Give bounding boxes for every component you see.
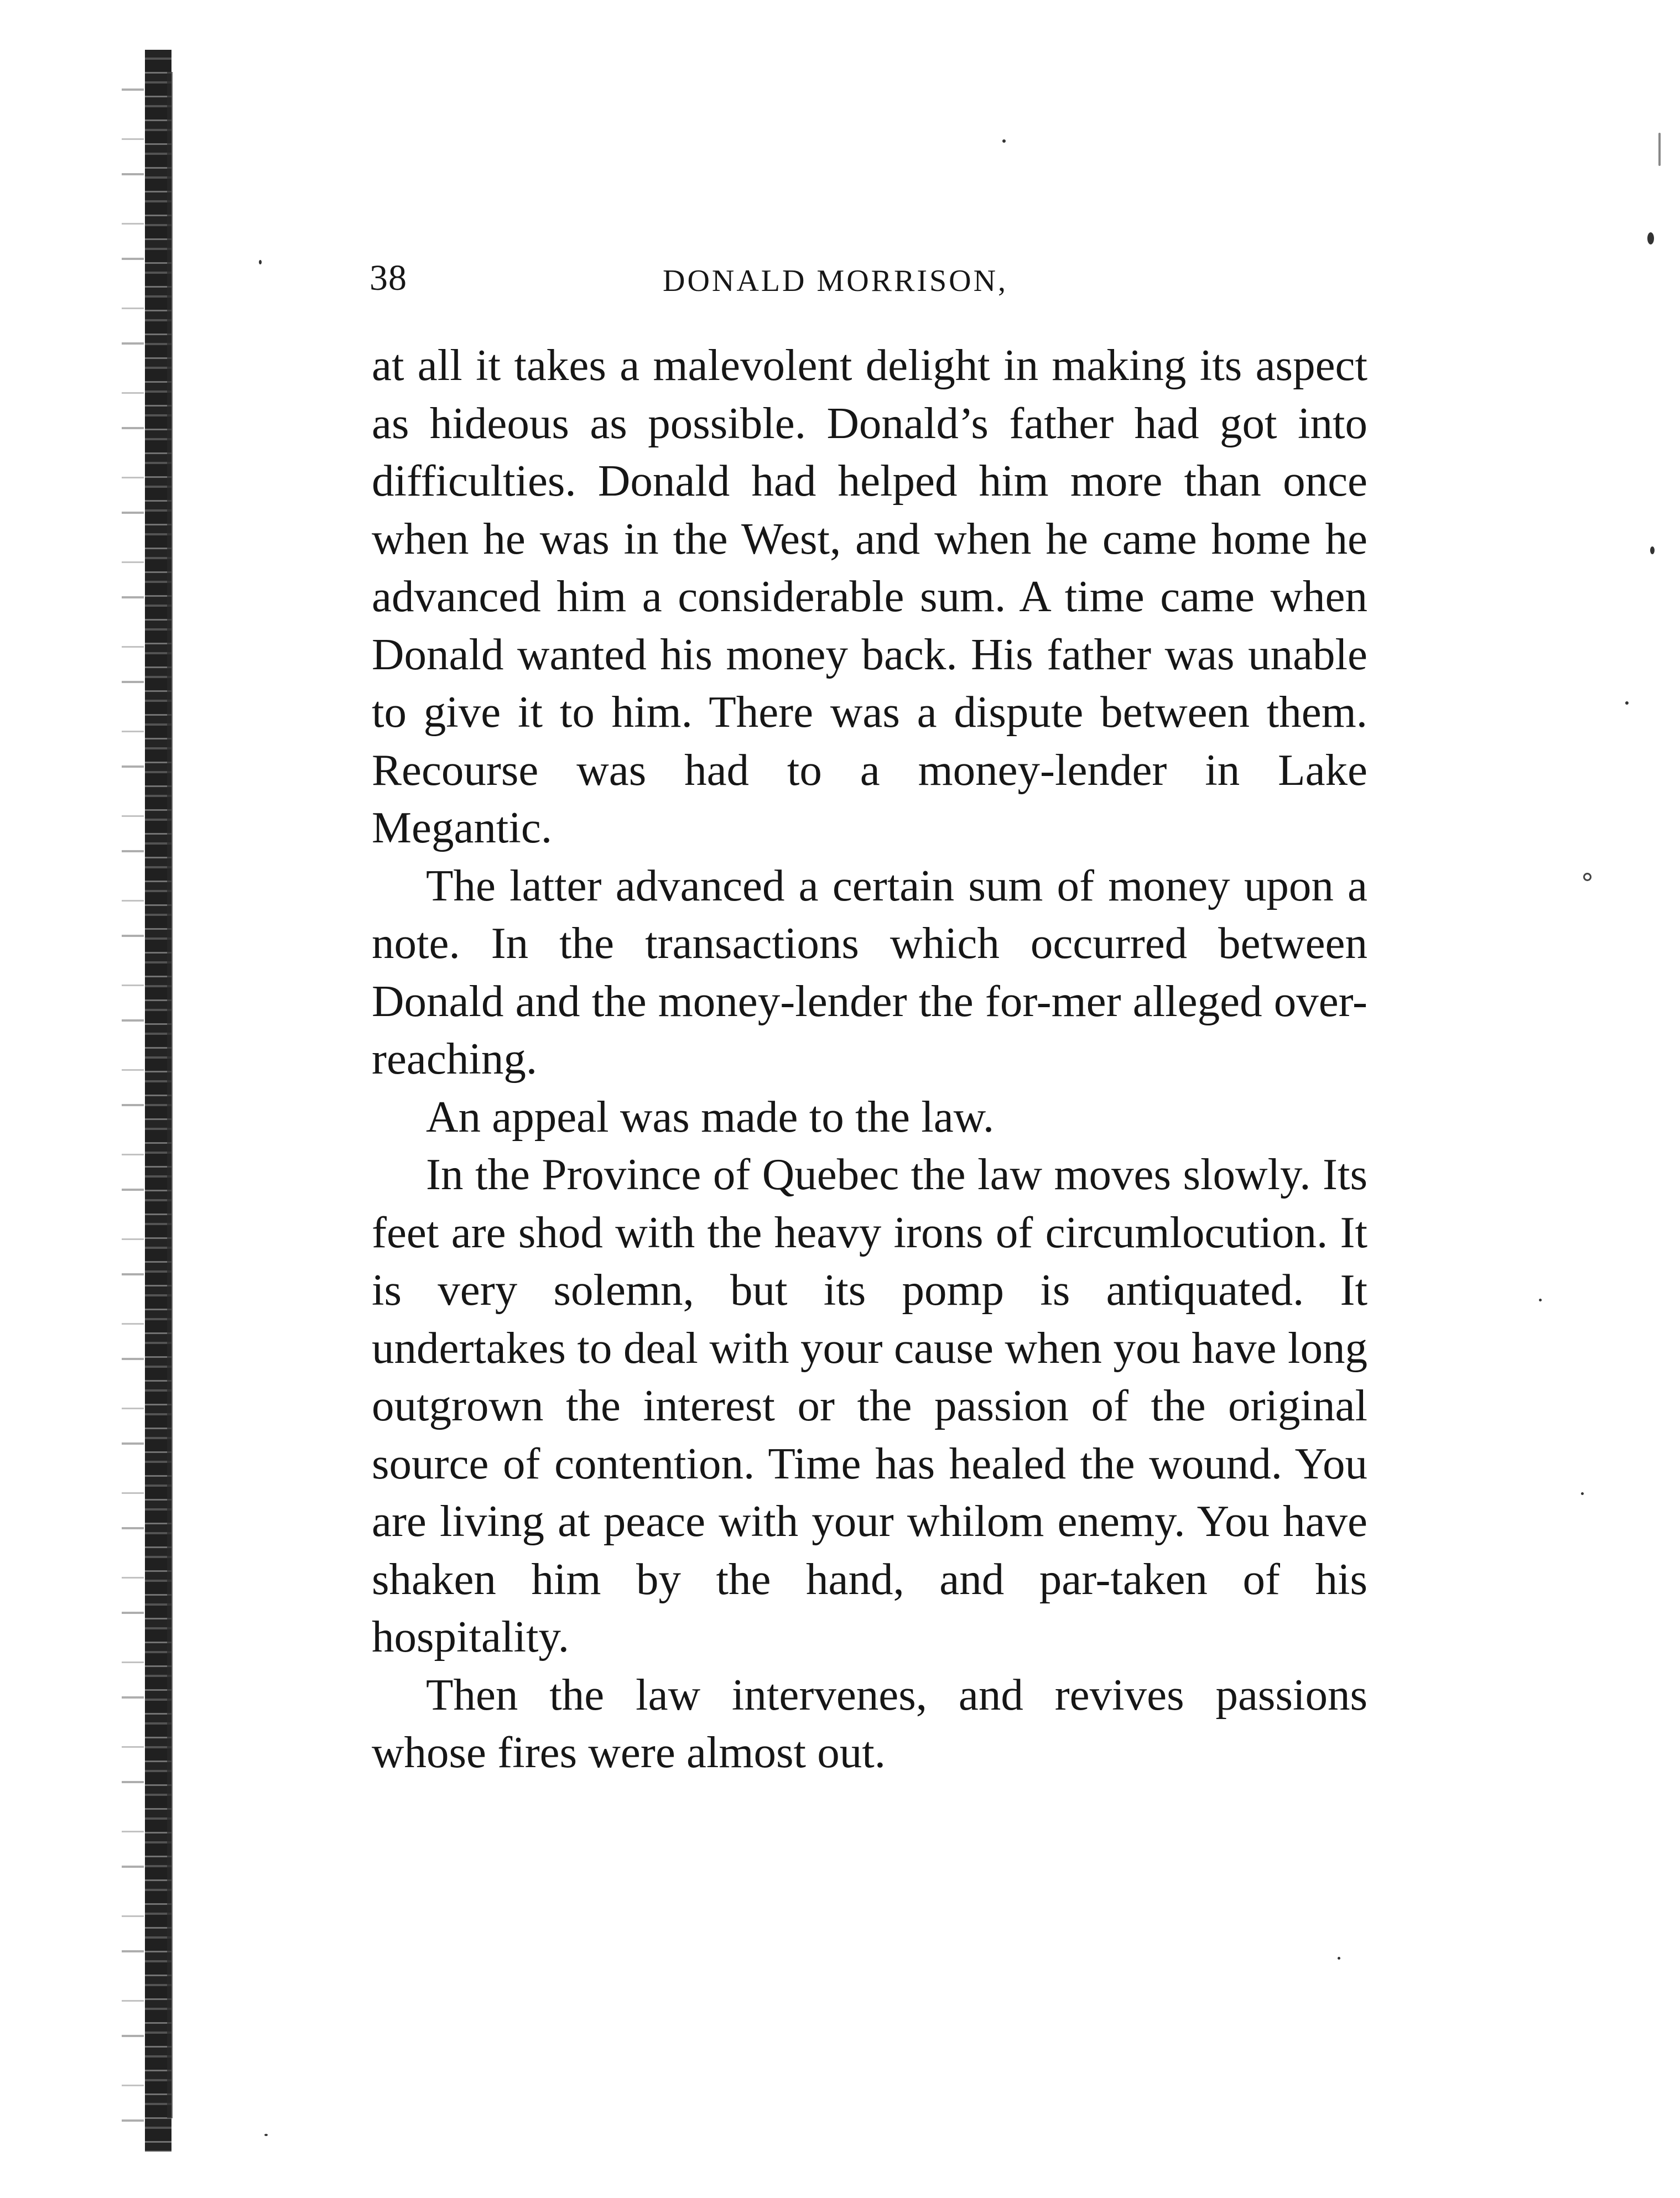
body-text — [372, 336, 1367, 1782]
running-title: DONALD MORRISON, — [663, 264, 1008, 298]
scan-speck — [1338, 1957, 1340, 1960]
scan-speck — [1002, 139, 1006, 143]
scan-speck — [1625, 701, 1629, 705]
scan-speck — [1647, 232, 1654, 244]
scan-speck — [1539, 1299, 1542, 1301]
paragraph: Then the law intervenes, and revives passions whose fires were almost out. — [372, 1669, 1367, 1777]
binding-shadow — [122, 55, 144, 2146]
page-header — [370, 248, 1365, 309]
scan-speck — [1658, 133, 1661, 166]
scan-speck — [1581, 1492, 1584, 1495]
scan-speck — [1650, 546, 1655, 554]
paragraph: The latter advanced a certain sum of money upon a note. In the transactions which occurred between Donald and the money-lender the for-mer alleged over-reaching. — [372, 860, 1367, 1084]
page-number: 38 — [370, 258, 407, 298]
scan-speck — [259, 260, 262, 264]
paragraph: An appeal was made to the law. — [426, 1091, 995, 1142]
scan-speck — [1583, 873, 1591, 881]
paragraph: at all it takes a malevolent delight in making its aspect as hideous as possible. Donald’s father had got into difficulties. Donald had helped him more than once when he was in the West, and when he came home he advanced him a considerable sum. A time came when Donald wanted his money back. His father was unable to give it to him. There was a dispute between them. Recourse was had to a money-lender in Lake Megantic. — [372, 340, 1367, 852]
paragraph: In the Province of Quebec the law moves slowly. Its feet are shod with the heavy irons of circumlocution. It is very solemn, but its pomp is antiquated. It undertakes to deal with your cause when you have long outgrown the interest or the passion of the original source of contention. Time has healed the wound. You are living at peace with your whilom enemy. You have shaken him by the hand, and par-taken of his hospitality. — [372, 1149, 1367, 1661]
scan-speck — [264, 2134, 268, 2136]
binding-edge-line — [167, 72, 173, 2118]
